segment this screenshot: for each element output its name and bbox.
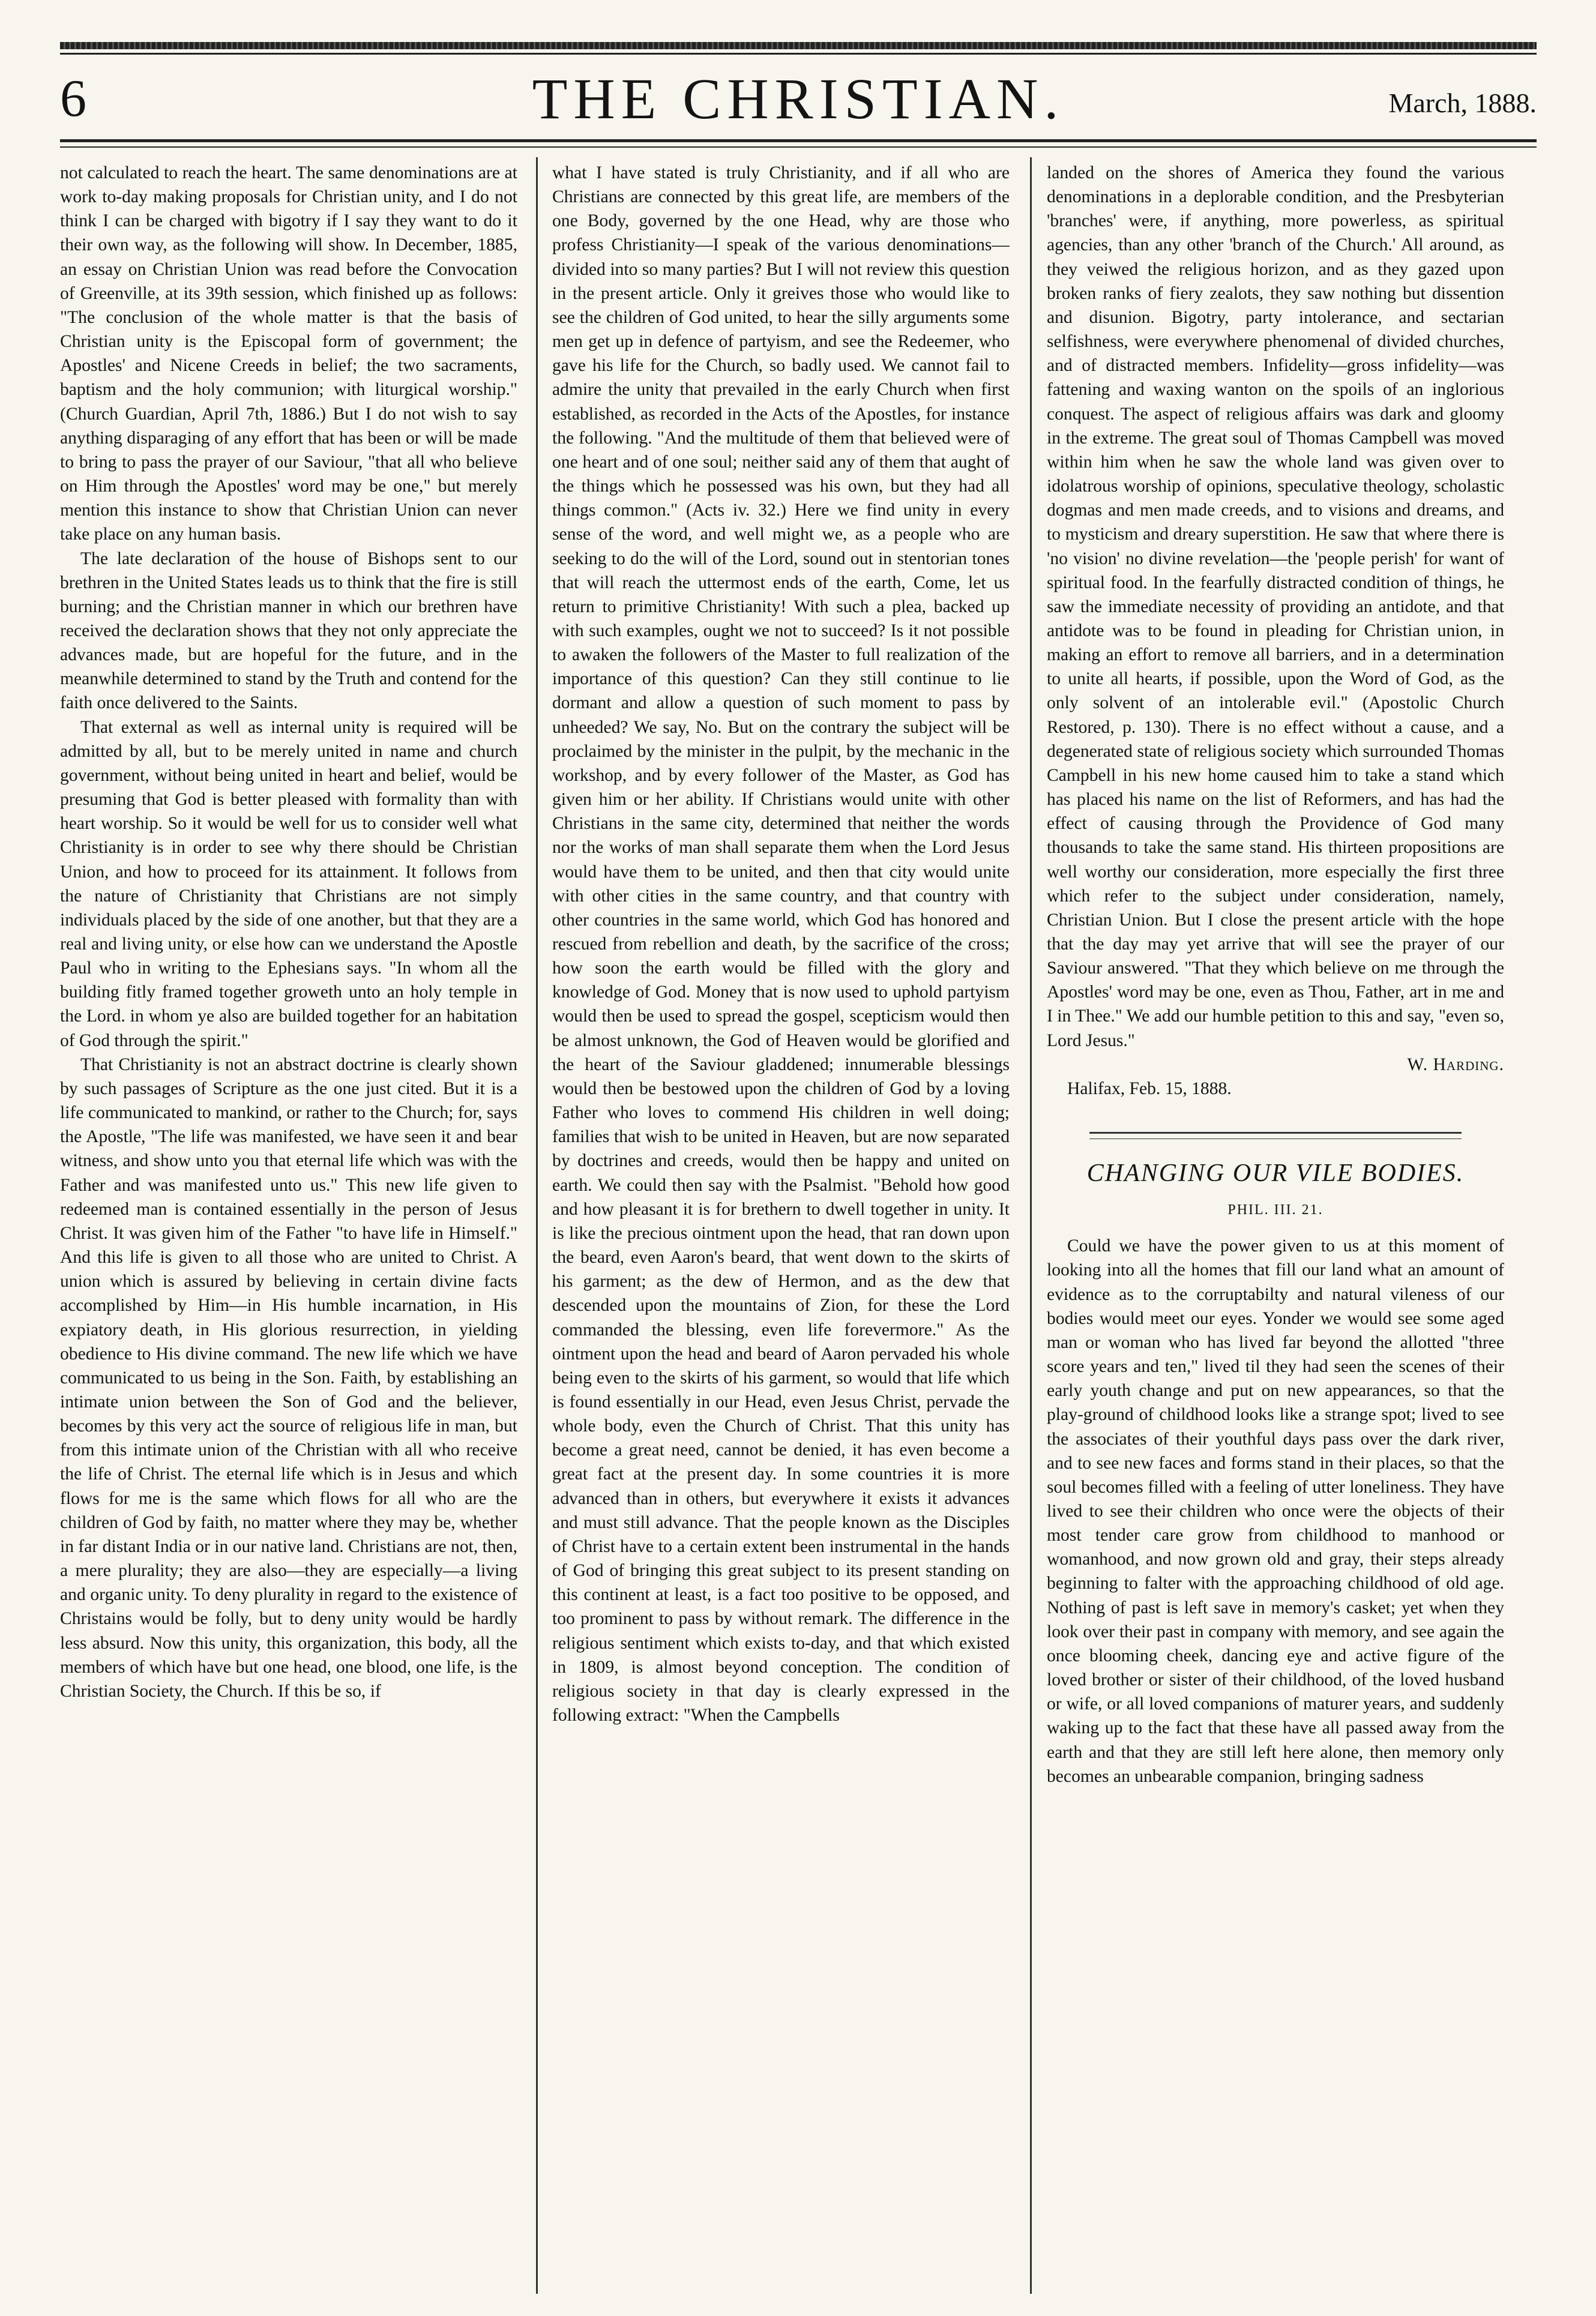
column-3 xyxy=(1047,161,1504,2288)
paragraph: That Christianity is not an abstract doctrine is clearly shown by such passages of Scripture as the one just cited. But it is a life communicated to mankind, or rather to the Church; for, says the Apostle, "The life was manifested, we have seen it and bear witness, and show unto you that eternal life which was with the Father and was manifested unto us." This new life given to redeemed man is contained essentially in the person of Jesus Christ. It was given him of the Father "to have life in Himself." And this life is given to all those who are united to Christ. A union which is assured by believing in certain divine facts accomplished by Him—in His humble incarnation, in His expiatory death, in His glorious resurrection, in yielding obedience to His divine command. The new life which we have communicated to us being in the Son. Faith, by establishing an intimate union between the Son of God and the believer, becomes by this very act the source of religious life in man, but from this intimate union of the Christian with all who receive the life of Christ. The eternal life which is in Jesus and which flows for me is the same which flows for all who are the children of God by faith, no matter where they may be, whether in far distant India or in our native land. Christians are not, then, a mere plurality; they are also—they are especially—a living and organic unity. To deny plurality in regard to the existence of Christains would be folly, but to deny unity would be hardly less absurd. Now this unity, this organization, this body, all the members of which have but one head, one blood, one life, is the Christian Society, the Church. If this be so, if xyxy=(60,1054,517,1701)
author-signature: W. Harding. xyxy=(1407,1054,1504,1074)
masthead-rule-thin xyxy=(60,146,1537,148)
page-number: 6 xyxy=(60,70,86,128)
paragraph: landed on the shores of America they found the various denominations in a deplorable condition, and the Presbyterian 'branches' were, if anything, more powerless, as spiritual agencies, than any other 'branch of the Church.' All around, as they veiwed the religious horizon, and as they gazed upon broken ranks of fiery zealots, they saw nothing but dissention and disunion. Bigotry, party intolerance, and sectarian selfishness, were everywhere phenomenal of divided churches, and of distracted members. Infidelity—gross infidelity—was fattening and waxing wanton on the spoils of an inglorious conquest. The aspect of religious affairs was dark and gloomy in the extreme. The great soul of Thomas Campbell was moved within him when he saw the whole land was given over to idolatrous worship of opinions, speculative theology, scholastic dogmas and men made creeds, and to visions and dreams, and to mysticism and dreary superstition. He saw that where there is 'no vision' no divine revelation—the 'people perish' for want of spiritual food. In the fearfully distracted condition of things, he saw the immediate necessity of providing an antidote, and that antidote was to be found in pleading for Christian union, in making an effort to remove all barriers, and in a determination to unite all hearts, if possible, upon the Word of God, as the only solvent of an intolerable evil." (Apostolic Church Restored, p. 130). There is no effect without a cause, and a degenerated state of religious society which surrounded Thomas Campbell in his new home caused him to take a stand which has placed his name on the list of Reformers, and has had the effect of causing through the Providence of God many thousands to take the same stand. His thirteen propositions are well worthy our consideration, more especially the first three which refer to the subject under consideration, namely, Christian Union. But I close the present article with the hope that the day may yet arrive that will see the prayer of our Saviour answered. "That they which believe on me through the Apostles' word may be one, even as Thou, Father, art in me and I in Thee." We add our humble petition to this and say, "even so, Lord Jesus." xyxy=(1047,163,1504,1050)
masthead xyxy=(60,66,1537,138)
masthead-rule xyxy=(60,139,1537,142)
column-divider xyxy=(1030,157,1032,2294)
article-separator xyxy=(1089,1132,1462,1134)
paragraph: Could we have the power given to us at this moment of looking into all the homes that fill our land what an amount of evidence as to the corruptabilty and natural vileness of our bodies would meet our eyes. Yonder we would see some aged man or woman who has lived far beyond the allotted "three score years and ten," lived til they had seen the scenes of their early youth change and put on new appearances, so that the play-ground of childhood looks like a strange spot; lived to see the associates of their youthful days pass over the dark river, and to see new faces and forms stand in their places, so that the soul becomes filled with a feeling of utter loneliness. They have lived to see their children who once were the objects of their most tender care grow from childhood to manhood or womanhood, and now grown old and gray, their steps already beginning to falter with the approaching childhood of old age. Nothing of past is left save in memory's casket; yet when they look over their past in company with memory, and see again the once blooming cheek, dancing eye and active figure of the loved brother or sister of their childhood, of the loved husband or wife, or all loved companions of maturer years, and suddenly waking up to the fact that these have all passed away from the earth and that they are still left here alone, then memory only becomes an unbearable companion, bringing sadness xyxy=(1047,1236,1504,1786)
paragraph: not calculated to reach the heart. The same denominations are at work to-day making proposals for Christian unity, and I do not think I can be charged with bigotry if I say they want to do it their own way, as the following will show. In December, 1885, an essay on Christian Union was read before the Convocation of Greenville, at its 39th session, which finished up as follows: "The conclusion of the whole matter is that the basis of Christian unity is the Episcopal form of government; the Apostles' and Nicene Creeds in belief; the two sacraments, baptism and the holy communion; with liturgical worship." (Church Guardian, April 7th, 1886.) But I do not wish to say anything disparaging of any effort that has been or will be made to bring to pass the prayer of our Saviour, "that all who believe on Him through the Apostles' word may be one," but merely mention this instance to show that Christian Union can never take place on any human basis. xyxy=(60,163,517,544)
paragraph: That external as well as internal unity is required will be admitted by all, but to be merely united in name and church government, without being united in heart and belief, would be presuming that God is better pleased with formality than with heart worship. So it would be well for us to consider well what Christianity is in order to see why there should be Christian Union, and how to proceed for its attainment. It follows from the nature of Christianity that Christians are not simply individuals placed by the side of one another, but that they are a real and living unity, or else how can we understand the Apostle Paul who in writing to the Ephesians says. "In whom all the building fitly framed together groweth unto an holy temple in the Lord. in whom ye also are builded together for an habitation of God through the spirit." xyxy=(60,717,517,1050)
column-2 xyxy=(552,161,1010,2288)
column-divider xyxy=(536,157,538,2294)
issue-date: March, 1888. xyxy=(1388,88,1537,118)
paragraph: The late declaration of the house of Bishops sent to our brethren in the United States leads us to think that the fire is still burning; and the Christian manner in which our brethren have received the declaration shows that they not only appreciate the advances made, but are hopeful for the future, and in the meanwhile determined to stand by the Truth and contend for the faith once delivered to the Saints. xyxy=(60,549,517,713)
paper-title: THE CHRISTIAN. xyxy=(532,67,1065,131)
top-ornamental-rule xyxy=(60,42,1537,49)
article-separator-thin xyxy=(1089,1138,1462,1139)
scripture-reference: PHIL. III. 21. xyxy=(1227,1202,1323,1218)
top-thin-rule xyxy=(60,53,1537,55)
dateline: Halifax, Feb. 15, 1888. xyxy=(1067,1078,1232,1098)
column-1 xyxy=(60,161,517,2288)
paragraph: what I have stated is truly Christianity, and if all who are Christians are connected by this great life, are members of the one Body, governed by the one Head, why are those who profess Christianity—I speak of the various denominations—divided into so many parties? But I will not review this question in the present article. Only it greives those who would like to see the children of God united, to hear the silly arguments some men get up in defence of partyism, and see the Redeemer, who gave his life for the Church, so badly used. We cannot fail to admire the unity that prevailed in the early Church when first established, as recorded in the Acts of the Apostles, for instance the following. "And the multitude of them that believed were of one heart and of one soul; neither said any of them that aught of the things which he possessed was his own, but they had all things common." (Acts iv. 32.) Here we find unity in every sense of the word, and well might we, as a people who are seeking to do the will of the Lord, sound out in stentorian tones that will reach the uttermost ends of the earth, Come, let us return to primitive Christianity! With such a plea, backed up with such examples, ought we not to succeed? Is it not possible to awaken the followers of the Master to full realization of the importance of this question? Can they still continue to lie dormant and allow a question of such moment to pass by unheeded? We say, No. But on the contrary the subject will be proclaimed by the minister in the pulpit, by the mechanic in the workshop, and by every follower of the Master, as God has given him or her ability. If Christians would unite with other Christians in the same city, determined that neither the words nor the works of man shall separate them when the Lord Jesus would have them to be united, and then that city would unite with other cities in the same country, and that country with other countries in the same world, which God has honored and rescued from rebellion and death, by the sacrifice of the cross; how soon the earth would be filled with the glory and knowledge of God. Money that is now used to uphold partyism would then be used to spread the gospel, scepticism would then be almost unknown, the God of Heaven would be glorified and the heart of the Saviour gladdened; innumerable blessings would then be bestowed upon the children of God by a loving Father who loves to commend His children in well doing; families that wish to be united in Heaven, but are now separated by doctrines and creeds, would then be happy and united on earth. We could then say with the Psalmist. "Behold how good and how pleasant it is for brethern to dwell together in unity. It is like the precious ointment upon the head, that ran down upon the beard, even Aaron's beard, that went down to the skirts of his garment; as the dew of Hermon, and as the dew that descended upon the mountains of Zion, for these the Lord commanded the blessing, even life forevermore." As the ointment upon the head and beard of Aaron pervaded his whole being even to the skirts of his garment, so would that life which is found essentially in our Head, even Jesus Christ, pervade the whole body, even the Church of Christ. That this unity has become a great need, cannot be denied, it has even become a great fact at the present day. In some countries it is more advanced than in others, but everywhere it exists it advances and must still advance. That the people known as the Disciples of Christ have to a certain extent been instrumental in the hands of God of bringing this great subject to its present standing on this continent at least, is a fact too positive to be opposed, and too prominent to pass by without remark. The difference in the religious sentiment which exists to-day, and that which existed in 1809, is almost beyond conception. The condition of religious society in that day is clearly expressed in the following extract: "When the Campbells xyxy=(552,163,1010,1725)
article-title: CHANGING OUR VILE BODIES. xyxy=(1086,1160,1465,1188)
